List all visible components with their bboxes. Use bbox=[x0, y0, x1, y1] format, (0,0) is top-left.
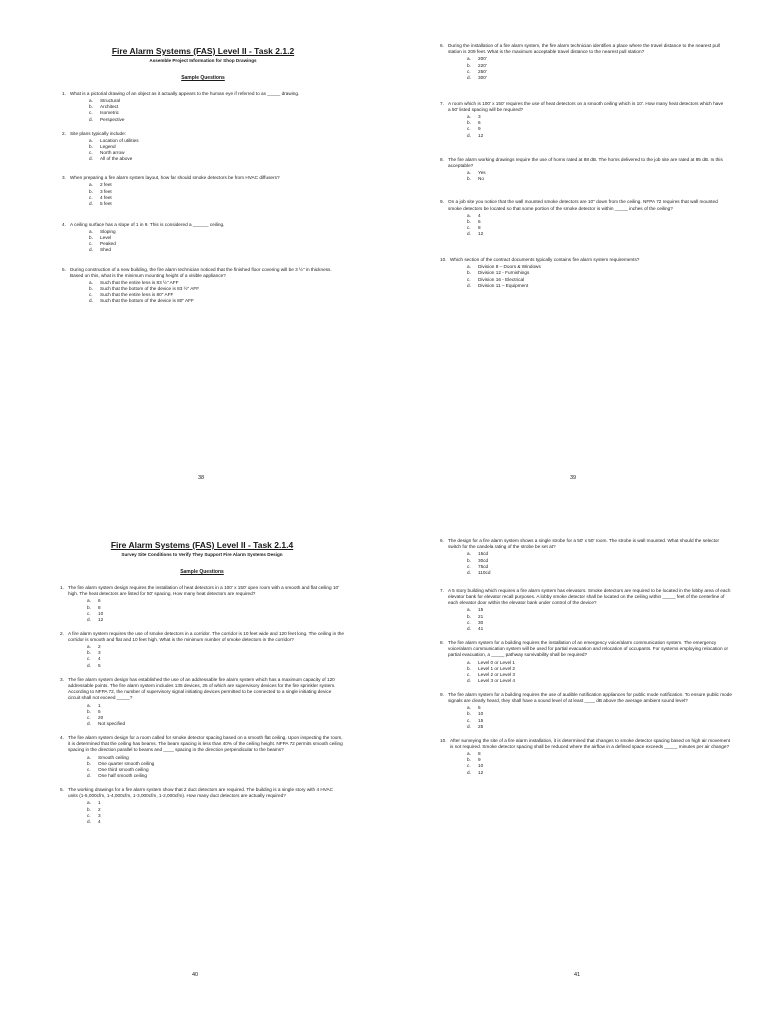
option-letter: d. bbox=[87, 720, 91, 726]
option-letter: a. bbox=[87, 702, 91, 708]
answer-option bbox=[467, 231, 726, 237]
option-text: Level 0 or Level 1 bbox=[478, 659, 516, 665]
page-content bbox=[440, 43, 726, 289]
answer-options bbox=[440, 56, 726, 80]
option-text: 5 bbox=[98, 708, 101, 714]
question-number: 4. bbox=[62, 221, 66, 227]
option-text: Such that the bottom of the device is 80" AFF bbox=[100, 298, 194, 304]
option-letter: b. bbox=[87, 708, 91, 714]
option-letter: b. bbox=[467, 613, 471, 619]
option-text: Smooth ceiling bbox=[98, 754, 129, 760]
option-text: 4 bbox=[478, 212, 481, 218]
option-text: Legend bbox=[100, 143, 116, 149]
question-text: During construction of a new building, the fire alarm technician noticed that the finished floor covering will be 3 ½" in thickness. Based on this, what is the minimum mounting height of a visible appliance? bbox=[70, 266, 332, 278]
option-text: Level bbox=[100, 235, 112, 241]
question-number: 2. bbox=[62, 130, 66, 136]
question-text: The fire alarm system design requires the installation of heat detectors in a 100' x 150' open room with a smooth and flat ceiling 10' high. The heat detectors are listed for 50' spacing. How many heat detectors are required? bbox=[68, 585, 340, 597]
option-text: 25 bbox=[478, 723, 484, 729]
option-letter: d. bbox=[467, 569, 471, 575]
answer-option bbox=[467, 133, 726, 139]
question-number: 6. bbox=[440, 538, 444, 543]
option-text: 3 feet bbox=[100, 188, 112, 194]
option-letter: c. bbox=[467, 619, 471, 625]
option-text: 250' bbox=[478, 68, 487, 74]
question-text: When preparing a fire alarm system layout, how far should smoke detectors be from HVAC diffusers? bbox=[70, 175, 280, 181]
option-text: Yes bbox=[478, 170, 486, 176]
option-text: 1 bbox=[98, 702, 101, 708]
page-number: 38 bbox=[198, 475, 205, 481]
option-text: Level 3 or Level 4 bbox=[478, 677, 516, 683]
question-list bbox=[62, 91, 344, 304]
option-text: 30 bbox=[478, 619, 484, 625]
option-text: Location of utilities bbox=[100, 137, 139, 143]
answer-option bbox=[89, 117, 344, 123]
answer-options bbox=[60, 598, 344, 622]
answer-option bbox=[467, 678, 732, 684]
option-letter: d. bbox=[89, 200, 93, 206]
question-number: 1. bbox=[60, 585, 64, 590]
option-text: 1 bbox=[98, 800, 101, 806]
option-text: 10 bbox=[478, 711, 484, 717]
question-number: 8. bbox=[440, 156, 444, 162]
option-text: 10 bbox=[478, 763, 484, 769]
page-number: 41 bbox=[574, 972, 581, 978]
answer-option bbox=[467, 626, 732, 632]
page-content bbox=[62, 46, 344, 304]
answer-options bbox=[440, 705, 732, 729]
question-row bbox=[62, 267, 344, 279]
option-letter: d. bbox=[467, 231, 471, 237]
option-letter: a. bbox=[467, 264, 471, 270]
option-text: Division 8 – Doors & Windows bbox=[478, 264, 541, 270]
option-letter: a. bbox=[467, 56, 471, 62]
option-text: Such that the entire lens is 83 ½" AFF bbox=[100, 279, 179, 285]
option-text: Peaked bbox=[100, 241, 116, 247]
option-letter: d. bbox=[467, 677, 471, 683]
option-text: 2 bbox=[98, 806, 101, 812]
option-text: 8 bbox=[98, 604, 101, 610]
question-text: A 5 story building which requires a fire alarm system has elevators. Smoke detectors are required to be located in the lobby area of each elevator bank for elevator recall purposes. A lobby smoke detector shall be located on the ceiling within _____ feet of the centerline of each elevator door within the elevator bank under control of the device? bbox=[448, 587, 731, 606]
question bbox=[62, 91, 344, 123]
answer-option bbox=[89, 201, 344, 207]
question-row bbox=[62, 91, 344, 97]
option-letter: b. bbox=[467, 557, 471, 563]
answer-options bbox=[440, 607, 732, 631]
option-text: 6 bbox=[478, 120, 481, 126]
option-letter: c. bbox=[89, 241, 93, 247]
option-text: 2 feet bbox=[100, 182, 112, 188]
option-letter: a. bbox=[87, 754, 91, 760]
option-letter: d. bbox=[467, 282, 471, 288]
answer-option bbox=[467, 770, 732, 776]
question bbox=[60, 787, 344, 825]
question-row bbox=[62, 222, 344, 228]
answer-options bbox=[62, 182, 344, 206]
page-subtitle: Assemble Project Information for Shop Drawings bbox=[149, 58, 257, 63]
option-text: 300' bbox=[478, 74, 487, 80]
option-text: 21 bbox=[478, 613, 484, 619]
option-letter: d. bbox=[467, 769, 471, 775]
option-letter: b. bbox=[87, 760, 91, 766]
option-letter: a. bbox=[89, 182, 93, 188]
option-text: 3 bbox=[478, 114, 481, 120]
option-letter: c. bbox=[87, 812, 91, 818]
question-text: After surveying the site of a fire alarm installation, it is determined that changes to smoke detector spacing based on high air movement is not required. Smoke detector spacing shall be reduced where the airflow in a defined space exceeds _____ minutes per air change? bbox=[450, 737, 731, 749]
option-letter: b. bbox=[89, 286, 93, 292]
option-letter: c. bbox=[467, 68, 471, 74]
option-text: 200' bbox=[478, 56, 487, 62]
question-row bbox=[440, 157, 726, 169]
option-text: 12 bbox=[478, 132, 484, 138]
option-text: 4 bbox=[98, 656, 101, 662]
question-number: 3. bbox=[60, 676, 64, 682]
option-text: 4 bbox=[98, 818, 101, 824]
answer-options bbox=[60, 800, 344, 824]
option-letter: d. bbox=[467, 132, 471, 138]
question-text: During the installation of a fire alarm system, the fire alarm technician identifies a place where the travel distance to the nearest pull station is 209 feet. What is the maximum acceptable travel distance to the nearest pull station? bbox=[448, 43, 720, 55]
question-row bbox=[440, 692, 732, 704]
question-number: 2. bbox=[60, 630, 64, 636]
option-letter: d. bbox=[89, 156, 93, 162]
question bbox=[440, 692, 732, 730]
option-letter: c. bbox=[467, 126, 471, 132]
option-text: 15 bbox=[478, 607, 484, 613]
question-number: 7. bbox=[440, 587, 444, 593]
option-letter: d. bbox=[87, 818, 91, 824]
option-letter: b. bbox=[89, 104, 93, 110]
answer-option bbox=[467, 724, 732, 730]
page-41 bbox=[384, 512, 768, 1024]
question bbox=[440, 588, 732, 632]
question-row bbox=[60, 677, 344, 702]
question-number: 7. bbox=[440, 100, 444, 106]
option-letter: b. bbox=[467, 218, 471, 224]
answer-option bbox=[89, 156, 344, 162]
option-text: Division 16 - Electrical bbox=[478, 276, 525, 282]
page-content bbox=[60, 540, 344, 825]
option-letter: d. bbox=[87, 616, 91, 622]
option-letter: a. bbox=[89, 279, 93, 285]
answer-options bbox=[60, 644, 344, 668]
question bbox=[440, 738, 732, 776]
answer-option bbox=[467, 570, 732, 576]
question-row bbox=[440, 101, 726, 113]
question-text: On a job site you notice that the wall mounted smoke detectors are 10" down from the ceiling. NFPA 72 requires that wall mounted smoke detectors be located so that some portion of the smoke detector is within _____ inches of the ceiling? bbox=[448, 199, 718, 211]
answer-options bbox=[440, 170, 726, 182]
option-text: All of the above bbox=[100, 156, 133, 162]
option-letter: a. bbox=[467, 607, 471, 613]
question bbox=[60, 677, 344, 727]
option-letter: a. bbox=[87, 598, 91, 604]
option-text: Level 1 or Level 2 bbox=[478, 665, 516, 671]
option-text: 20 bbox=[98, 714, 104, 720]
option-letter: d. bbox=[89, 247, 93, 253]
question bbox=[62, 267, 344, 305]
question-number: 4. bbox=[60, 734, 64, 740]
question-text: The design for a fire alarm system shows a single strobe for a 50' x 50' room. The strobe is wall mounted. What should the selector switch for the candela rating of the strobe be set at? bbox=[448, 538, 720, 550]
sample-questions-heading: Sample Questions bbox=[181, 75, 225, 81]
option-letter: c. bbox=[467, 671, 471, 677]
option-text: Division 12 - Furnishings bbox=[478, 270, 530, 276]
option-text: 6 bbox=[478, 218, 481, 224]
answer-options bbox=[440, 114, 726, 138]
question-row bbox=[60, 735, 344, 754]
option-text: 15cd bbox=[478, 551, 489, 557]
option-text: One quarter smooth ceiling bbox=[98, 760, 155, 766]
option-letter: c. bbox=[89, 292, 93, 298]
option-letter: b. bbox=[87, 604, 91, 610]
question-row bbox=[440, 640, 732, 659]
answer-option bbox=[87, 721, 344, 727]
option-letter: c. bbox=[87, 766, 91, 772]
question bbox=[440, 257, 726, 289]
answer-options bbox=[440, 264, 726, 288]
option-letter: b. bbox=[467, 711, 471, 717]
answer-options bbox=[62, 98, 344, 122]
page-40 bbox=[0, 512, 384, 1024]
option-letter: a. bbox=[467, 114, 471, 120]
option-letter: b. bbox=[87, 650, 91, 656]
question-text: A room which is 100' x 150' requires the use of heat detectors on a smooth ceiling which is 10'. How many heat detectors which have a 50' listed spacing will be required? bbox=[448, 100, 724, 113]
question-row bbox=[440, 738, 732, 750]
option-text: One third smooth ceiling bbox=[98, 766, 149, 772]
option-text: 41 bbox=[478, 625, 484, 631]
question-text: The fire alarm working drawings require the use of horns rated at 88 dB. The horns delivered to the job site are rated at 85 dB. Is this acceptable? bbox=[448, 156, 723, 168]
option-text: Isometric bbox=[100, 110, 120, 116]
question-row bbox=[440, 588, 732, 607]
option-letter: a. bbox=[89, 98, 93, 104]
question bbox=[60, 735, 344, 779]
option-text: 4 feet bbox=[100, 194, 112, 200]
option-letter: b. bbox=[467, 270, 471, 276]
question-row bbox=[60, 631, 344, 643]
option-letter: b. bbox=[89, 143, 93, 149]
page-38 bbox=[0, 0, 384, 512]
option-text: 2 bbox=[98, 644, 101, 650]
answer-option bbox=[89, 298, 344, 304]
question bbox=[440, 199, 726, 237]
page-content bbox=[440, 538, 732, 776]
question-text: What is a pictorial drawing of an object as it actually appears to the human eye if referred to as _____ drawing. bbox=[70, 91, 300, 96]
option-letter: c. bbox=[87, 714, 91, 720]
page-subtitle: Survey Site Conditions to Verify They Support Fire Alarm Systems Design bbox=[121, 552, 283, 557]
question-list bbox=[440, 538, 732, 776]
answer-option bbox=[87, 617, 344, 623]
option-letter: b. bbox=[89, 188, 93, 194]
question bbox=[62, 175, 344, 207]
option-letter: b. bbox=[89, 235, 93, 241]
question-text: Site plans typically include: bbox=[70, 130, 127, 136]
answer-options bbox=[440, 751, 732, 775]
option-text: 3 bbox=[98, 812, 101, 818]
option-text: Division 11 – Equipment bbox=[478, 282, 529, 288]
option-letter: a. bbox=[467, 659, 471, 665]
option-letter: d. bbox=[467, 723, 471, 729]
option-letter: a. bbox=[467, 170, 471, 176]
question-number: 1. bbox=[62, 91, 66, 96]
option-text: 30cd bbox=[478, 557, 489, 563]
page-number: 40 bbox=[192, 972, 199, 978]
question-row bbox=[60, 787, 344, 799]
question-number: 10. bbox=[440, 737, 447, 743]
answer-option bbox=[87, 819, 344, 825]
option-letter: d. bbox=[467, 625, 471, 631]
question-row bbox=[440, 538, 732, 550]
page-39 bbox=[384, 0, 768, 512]
answer-option bbox=[87, 663, 344, 669]
question-number: 6. bbox=[440, 43, 444, 48]
question-text: A ceiling surface has a slope of 1 in 9. This is considered a ______ ceiling. bbox=[70, 221, 225, 227]
option-letter: a. bbox=[87, 644, 91, 650]
question-list bbox=[440, 43, 726, 289]
question-list bbox=[60, 585, 344, 825]
answer-option bbox=[87, 773, 344, 779]
question bbox=[440, 43, 726, 81]
option-text: North arrow bbox=[100, 150, 125, 156]
question-text: The fire alarm system design for a room called for smoke detector spacing based on a smooth flat ceiling. Upon inspecting the room, it is determined that the ceiling has beams. The beam spacing is less than 40% of the ceiling height. NFPA 72 permits smooth ceiling spacing in the direction parallel to beams and ____ spacing in the direction perpendicular to the beams? bbox=[68, 734, 343, 753]
option-text: 5 bbox=[98, 662, 101, 668]
question bbox=[440, 640, 732, 684]
option-letter: c. bbox=[89, 110, 93, 116]
option-text: 15 bbox=[478, 717, 484, 723]
option-text: Shed bbox=[100, 247, 111, 253]
option-letter: d. bbox=[87, 662, 91, 668]
answer-options bbox=[440, 551, 732, 575]
answer-option bbox=[467, 283, 726, 289]
page-title: Fire Alarm Systems (FAS) Level II - Task 2.1.2 bbox=[111, 46, 295, 56]
question-number: 9. bbox=[440, 199, 444, 205]
option-letter: d. bbox=[467, 74, 471, 80]
question-row bbox=[440, 43, 726, 55]
question-number: 9. bbox=[440, 691, 444, 697]
answer-options bbox=[60, 703, 344, 727]
option-text: Sloping bbox=[100, 229, 116, 235]
question-row bbox=[60, 585, 344, 597]
question bbox=[62, 222, 344, 254]
question-row bbox=[62, 131, 344, 137]
question-row bbox=[440, 199, 726, 211]
option-letter: b. bbox=[467, 757, 471, 763]
option-letter: a. bbox=[467, 212, 471, 218]
option-text: One half smooth ceiling bbox=[98, 772, 147, 778]
question-number: 3. bbox=[62, 175, 66, 181]
option-letter: c. bbox=[89, 194, 93, 200]
option-letter: a. bbox=[467, 705, 471, 711]
option-letter: b. bbox=[467, 120, 471, 126]
option-text: 8 bbox=[478, 224, 481, 230]
question-number: 5. bbox=[60, 786, 64, 792]
option-text: 12 bbox=[98, 616, 104, 622]
option-letter: c. bbox=[467, 763, 471, 769]
option-text: No bbox=[478, 176, 484, 182]
option-text: Not specified bbox=[98, 720, 126, 726]
option-letter: a. bbox=[87, 800, 91, 806]
option-text: Perspective bbox=[100, 116, 125, 122]
answer-option bbox=[467, 176, 726, 182]
question-text: Which section of the contract documents typically contains fire alarm system requirements? bbox=[450, 257, 640, 263]
option-text: Such that the bottom of the device is 83 ½" AFF bbox=[100, 286, 200, 292]
question-row bbox=[62, 175, 344, 181]
option-text: Level 2 or Level 3 bbox=[478, 671, 516, 677]
answer-option bbox=[467, 75, 726, 81]
option-text: 5 feet bbox=[100, 200, 112, 206]
option-letter: d. bbox=[89, 298, 93, 304]
option-text: 75cd bbox=[478, 563, 489, 569]
question bbox=[60, 631, 344, 669]
answer-options bbox=[440, 213, 726, 237]
option-letter: d. bbox=[87, 772, 91, 778]
page-title: Fire Alarm Systems (FAS) Level II - Task 2.1.4 bbox=[110, 540, 294, 550]
option-text: Such that the entire lens is 80" AFF bbox=[100, 292, 174, 298]
answer-options bbox=[62, 138, 344, 162]
option-letter: c. bbox=[467, 224, 471, 230]
option-letter: a. bbox=[467, 551, 471, 557]
option-letter: a. bbox=[89, 137, 93, 143]
option-letter: c. bbox=[87, 610, 91, 616]
option-letter: b. bbox=[87, 806, 91, 812]
option-text: 9 bbox=[478, 757, 481, 763]
option-text: 110cd bbox=[478, 569, 491, 575]
option-letter: c. bbox=[467, 563, 471, 569]
question-text: The fire alarm system for a building requires the use of audible notification appliances for public mode notification. To ensure public mode signals are clearly heard, they shall have a sound level of at least ____ dB above the average ambient sound level? bbox=[448, 691, 732, 704]
option-letter: b. bbox=[467, 665, 471, 671]
option-letter: d. bbox=[89, 116, 93, 122]
question-number: 8. bbox=[440, 639, 444, 645]
option-text: 6 bbox=[98, 598, 101, 604]
option-letter: c. bbox=[87, 656, 91, 662]
option-text: 12 bbox=[478, 769, 484, 775]
question-row bbox=[440, 257, 726, 263]
option-text: 220' bbox=[478, 62, 487, 68]
question-text: The working drawings for a fire alarm system show that 2 duct detectors are required. The building is a single story with 4 HVAC units (1-5,000cfm, 1-4,000cfm, 1-3,000cfm, 1-2,000cfm). How many duct detectors are actually required? bbox=[68, 786, 334, 799]
question-text: A fire alarm system requires the use of smoke detectors in a corridor. The corridor is 10 feet wide and 120 feet long. The ceiling in the corridor is smooth and flat and 10 feet high. What is the minimum number of smoke detectors in the corridor? bbox=[68, 630, 345, 643]
option-letter: b. bbox=[467, 62, 471, 68]
question bbox=[62, 131, 344, 163]
option-letter: a. bbox=[89, 229, 93, 235]
page-number: 39 bbox=[570, 475, 577, 481]
answer-options bbox=[62, 280, 344, 304]
option-text: 9 bbox=[478, 126, 481, 132]
question bbox=[440, 101, 726, 139]
option-letter: a. bbox=[467, 751, 471, 757]
option-text: 12 bbox=[478, 231, 484, 237]
option-text: 3 bbox=[98, 650, 101, 656]
option-text: 10 bbox=[98, 610, 104, 616]
option-text: Structural bbox=[100, 98, 121, 104]
option-text: 5 bbox=[478, 705, 481, 711]
answer-option bbox=[89, 247, 344, 253]
answer-options bbox=[62, 229, 344, 253]
option-letter: c. bbox=[89, 150, 93, 156]
answer-options bbox=[440, 660, 732, 684]
question bbox=[60, 585, 344, 623]
question-text: The fire alarm system for a building requires the installation of an emergency voice/alarm communication system. The emergency voice/alarm communication system will be used for partial evacuation and relocation of occupants. For systems employing relocation or partial evacuation, a _____ pathway survivability shall be required? bbox=[448, 639, 729, 658]
option-text: 8 bbox=[478, 751, 481, 757]
question-number: 10. bbox=[440, 257, 447, 263]
answer-options bbox=[60, 755, 344, 779]
option-letter: c. bbox=[467, 717, 471, 723]
sample-questions-heading: Sample Questions bbox=[180, 569, 224, 575]
question-text: The fire alarm system design has established the use of an addressable fire alarm system which has a maximum capacity of 120 addressable points. The fire alarm system includes 135 devices, 25 of which are supervisory devices for the fire sprinkler system. According to NFPA 72, the number of supervisory signal initiating devices permitted to be connected to a single initiating device circuit shall not exceed _____? bbox=[68, 676, 336, 701]
option-letter: c. bbox=[467, 276, 471, 282]
question bbox=[440, 157, 726, 183]
option-letter: b. bbox=[467, 176, 471, 182]
question bbox=[440, 538, 732, 576]
option-text: Architect bbox=[100, 104, 119, 110]
question-number: 5. bbox=[62, 266, 66, 272]
